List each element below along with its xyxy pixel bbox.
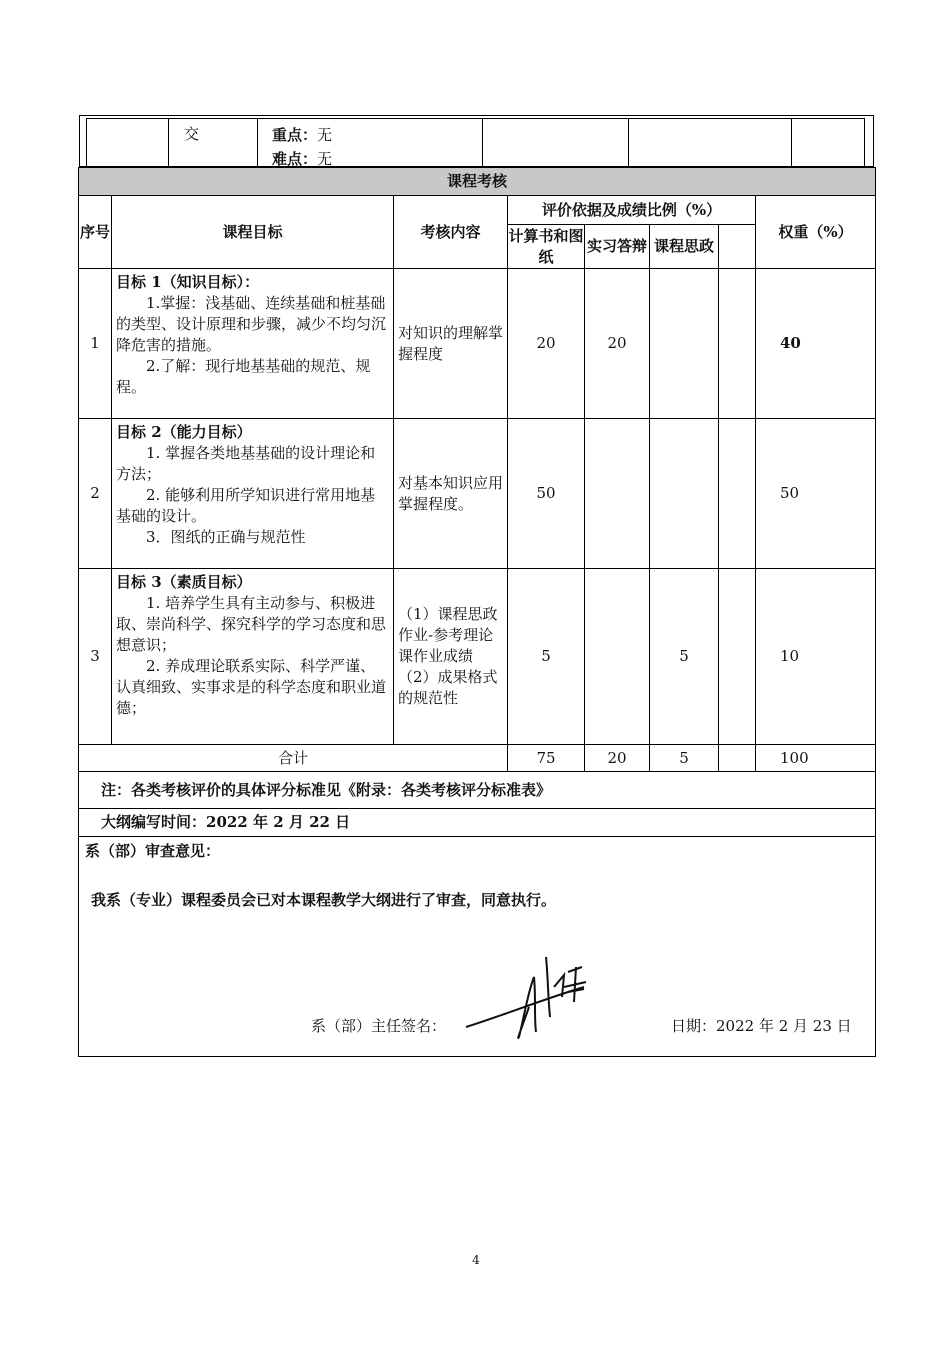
review-text: 我系（专业）课程委员会已对本课程教学大纲进行了审查，同意执行。 xyxy=(91,891,557,909)
total-row xyxy=(79,745,876,772)
score-ideology xyxy=(650,419,719,569)
goal-line: 2. 养成理论联系实际、科学严谨、认真细致、实事求是的科学态度和职业道德； xyxy=(116,657,387,717)
header-calc-drawing: 计算书和图纸 xyxy=(508,225,585,269)
goal-cell xyxy=(112,569,394,745)
signer-label: 系（部）主任签名： xyxy=(311,1017,447,1035)
table-row xyxy=(79,269,876,419)
goal-line: 2. 能够利用所学知识进行常用地基基础的设计。 xyxy=(116,486,376,525)
total-ideology: 5 xyxy=(650,745,719,772)
header-no: 序号 xyxy=(79,196,112,269)
written-time: 大纲编写时间：2022 年 2 月 22 日 xyxy=(79,809,876,837)
review-section xyxy=(79,837,876,1057)
difficulty-label: 难点： xyxy=(272,150,318,168)
goal-line: 2.了解：现行地基基础的规范、规程。 xyxy=(116,357,371,396)
key-value: 无 xyxy=(317,126,333,144)
header-blank xyxy=(719,225,756,269)
signature-image xyxy=(464,937,614,1047)
score-ideology: 5 xyxy=(650,569,719,745)
score-blank xyxy=(719,269,756,419)
key-label: 重点： xyxy=(272,126,318,144)
note-text: 注：各类考核评价的具体评分标准见《附录：各类考核评分标准表》 xyxy=(79,772,876,809)
divider xyxy=(482,119,483,166)
header-content: 考核内容 xyxy=(394,196,508,269)
goal-line: 1. 掌握各类地基基础的设计理论和方法； xyxy=(116,444,376,483)
total-calc: 75 xyxy=(508,745,585,772)
goal-cell xyxy=(112,419,394,569)
goal-title: 目标 1（知识目标）： xyxy=(116,273,260,291)
section-title: 课程考核 xyxy=(79,168,876,196)
goal-title: 目标 2（能力目标） xyxy=(116,423,252,441)
fragment-inner xyxy=(86,118,865,166)
fragment-cell-text: 交 xyxy=(184,125,200,143)
key-difficulty-text xyxy=(272,123,332,171)
weight-cell: 10 xyxy=(756,569,876,745)
assessment-table xyxy=(78,167,876,1057)
weight-cell: 50 xyxy=(756,419,876,569)
previous-table-fragment xyxy=(79,115,874,167)
score-blank xyxy=(719,569,756,745)
header-goal: 课程目标 xyxy=(112,196,394,269)
goal-line: 3．图纸的正确与规范性 xyxy=(146,528,306,546)
score-internship: 20 xyxy=(585,269,650,419)
row-no: 2 xyxy=(79,419,112,569)
goal-line: 1.掌握：浅基础、连续基础和桩基础的类型、设计原理和步骤，减少不均匀沉降危害的措施。 xyxy=(116,294,387,354)
divider xyxy=(628,119,629,166)
score-ideology xyxy=(650,269,719,419)
header-ideology: 课程思政 xyxy=(650,225,719,269)
goal-line: 1. 培养学生具有主动参与、积极进取、崇尚科学、探究科学的学习态度和思想意识； xyxy=(116,594,387,654)
header-eval: 评价依据及成绩比例（%） xyxy=(508,196,756,225)
score-internship xyxy=(585,419,650,569)
content-cell: 对基本知识应用掌握程度。 xyxy=(394,419,508,569)
score-internship xyxy=(585,569,650,745)
goal-title: 目标 3（素质目标） xyxy=(116,573,252,591)
score-calc: 20 xyxy=(508,269,585,419)
review-date: 日期：2022 年 2 月 23 日 xyxy=(671,1017,852,1035)
score-calc: 50 xyxy=(508,419,585,569)
goal-cell xyxy=(112,269,394,419)
weight-cell: 40 xyxy=(756,269,876,419)
content-cell: （1）课程思政作业-参考理论课作业成绩（2）成果格式的规范性 xyxy=(394,569,508,745)
content-cell: 对知识的理解掌握程度 xyxy=(394,269,508,419)
score-blank xyxy=(719,419,756,569)
divider xyxy=(791,119,792,166)
review-title: 系（部）审查意见： xyxy=(85,842,221,860)
total-weight: 100 xyxy=(756,745,876,772)
total-internship: 20 xyxy=(585,745,650,772)
score-calc: 5 xyxy=(508,569,585,745)
row-no: 1 xyxy=(79,269,112,419)
divider xyxy=(257,119,258,166)
difficulty-value: 无 xyxy=(317,150,333,168)
header-internship-defense: 实习答辩 xyxy=(585,225,650,269)
header-weight: 权重（%） xyxy=(756,196,876,269)
divider xyxy=(168,119,169,166)
page-number: 4 xyxy=(472,1253,480,1267)
row-no: 3 xyxy=(79,569,112,745)
table-row xyxy=(79,419,876,569)
total-label: 合计 xyxy=(79,745,508,772)
total-blank xyxy=(719,745,756,772)
table-row xyxy=(79,569,876,745)
